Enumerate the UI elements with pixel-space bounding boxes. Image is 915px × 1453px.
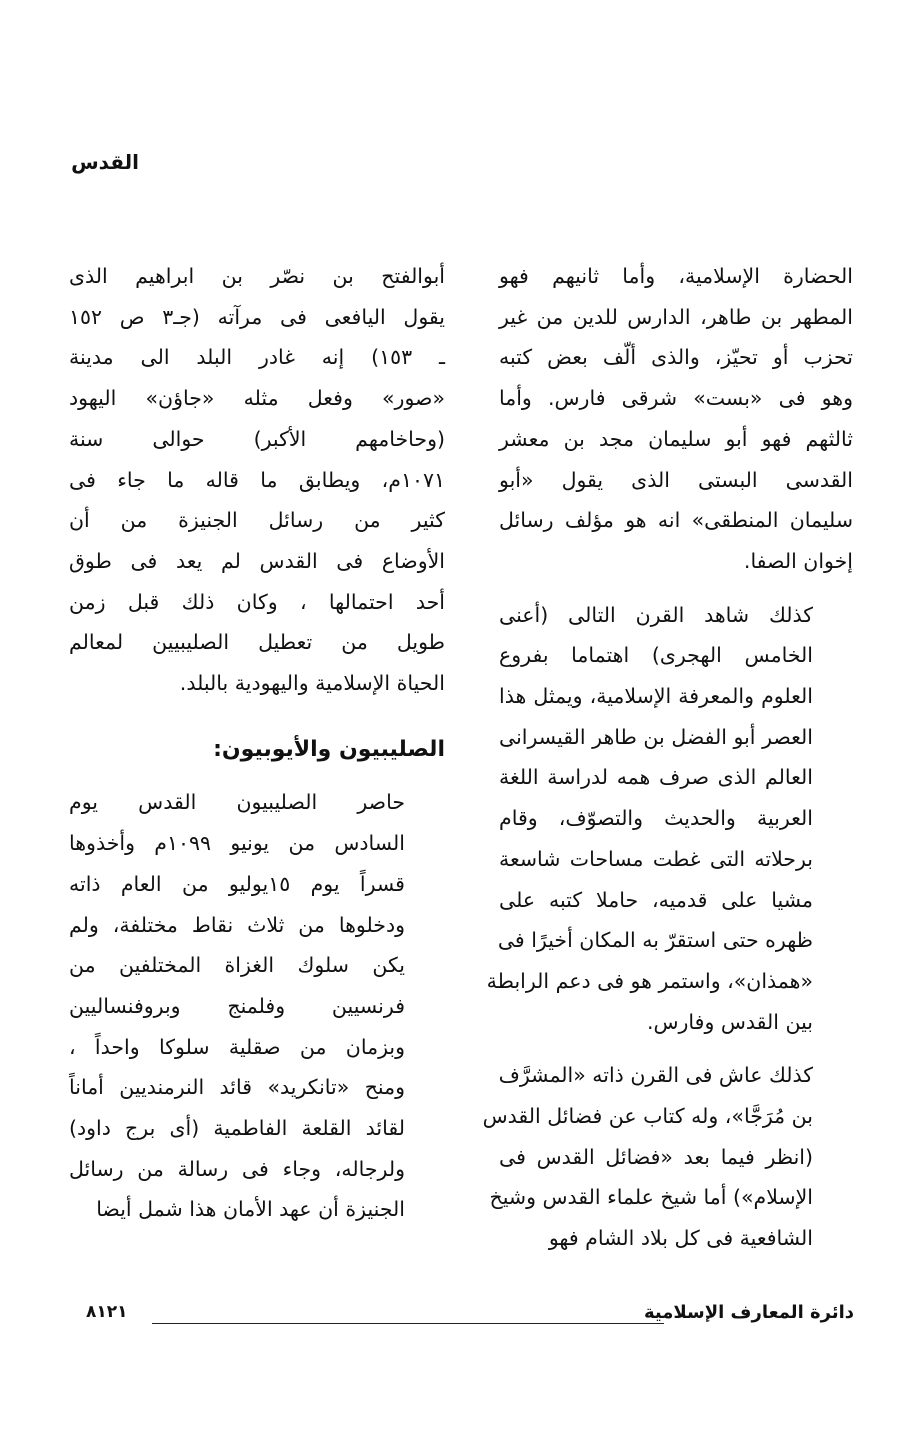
- text-line: بين القدس وفارس.: [646, 1009, 813, 1034]
- text-line: الحياة الإسلامية واليهودية بالبلد.: [179, 671, 445, 696]
- text-line: الشافعية فى كل بلاد الشام فهو: [548, 1226, 813, 1251]
- text-line: العصر أبو الفضل بن طاهر القيسرانى: [499, 724, 813, 749]
- footer-rule: [152, 1323, 664, 1324]
- text-line: كذلك عاش فى القرن ذاته «المشرَّف: [498, 1063, 813, 1088]
- text-line: الأوضاع فى القدس لم يعد فى طوق: [69, 548, 445, 573]
- text-line: المطهر بن طاهر، الدارس للدين من غير: [499, 304, 853, 329]
- paragraph: [482, 1055, 853, 1259]
- text-line: كذلك شاهد القرن التالى (أعنى: [499, 602, 813, 627]
- text-line: يقول اليافعى فى مرآته (جـ٣ ص ١٥٢: [69, 304, 445, 329]
- text-line: (انظر فيما بعد «فضائل القدس فى: [499, 1144, 813, 1169]
- text-line: أبوالفتح بن نصّر بن ابراهيم الذى: [69, 264, 445, 288]
- text-line: ثالثهم فهو أبو سليمان مجد بن معشر: [499, 426, 853, 451]
- text-line: العالم الذى صرف همه لدراسة اللغة: [499, 765, 813, 790]
- right-column: [482, 256, 853, 1259]
- running-title: القدس: [71, 150, 139, 174]
- text-line: فرنسيين وفلمنج وبروفنساليين: [69, 993, 405, 1018]
- text-line: إخوان الصفا.: [743, 548, 853, 573]
- page-footer: [86, 1302, 854, 1336]
- text-line: ودخلوها من ثلاث نقاط مختلفة، ولم: [69, 912, 405, 937]
- paragraph: [69, 256, 445, 704]
- text-line: العربية والحديث والتصوّف، وقام: [499, 806, 813, 831]
- text-line: الجنيزة أن عهد الأمان هذا شمل أيضا: [96, 1197, 405, 1222]
- paragraph: [486, 595, 853, 1043]
- text-line: الحضارة الإسلامية، وأما ثانيهم فهو: [499, 264, 853, 288]
- text-line: الإسلام») أما شيخ علماء القدس وشيخ: [489, 1185, 813, 1210]
- left-column: [69, 256, 445, 1230]
- footer-title: دائرة المعارف الإسلامية: [643, 1302, 854, 1323]
- text-line: ومنح «تانكريد» قائد النرمنديين أماناً: [69, 1075, 405, 1100]
- text-line: العلوم والمعرفة الإسلامية، ويمثل هذا: [499, 684, 813, 709]
- text-line: بن مُرَجَّا»، وله كتاب عن فضائل القدس: [482, 1104, 813, 1129]
- text-line: «صور» وفعل مثله «جاؤن» اليهود: [69, 386, 445, 411]
- text-line: الخامس الهجرى) اهتماما بفروع: [499, 643, 813, 668]
- text-line: السادس من يونيو ١٠٩٩م وأخذوها: [69, 831, 405, 856]
- text-line: وهو فى «بست» شرقى فارس. وأما: [499, 386, 853, 411]
- text-line: طويل من تعطيل الصليبيين لمعالم: [69, 630, 445, 655]
- paragraph: [499, 256, 853, 582]
- section-heading: الصليبيون والأيوبيون:: [213, 736, 445, 762]
- text-line: وبزمان من صقلية سلوكا واحداً ،: [69, 1034, 405, 1059]
- text-line: برحلاته التى غطت مساحات شاسعة: [499, 846, 813, 871]
- page-number: ٨١٢١: [86, 1302, 128, 1322]
- paragraph: [69, 782, 445, 1230]
- text-line: ـ ١٥٣) إنه غادر البلد الى مدينة: [69, 345, 446, 370]
- text-line: أحد احتمالها ، وكان ذلك قبل زمن: [69, 589, 445, 614]
- text-line: (وحاخامهم الأكبر) حوالى سنة: [69, 426, 445, 451]
- text-line: مشيا على قدميه، حاملا كتبه على: [499, 887, 813, 912]
- text-line: سليمان المنطقى» انه هو مؤلف رسائل: [499, 508, 853, 533]
- text-line: يكن سلوك الغزاة المختلفين من: [69, 953, 405, 978]
- text-line: القدسى البستى الذى يقول «أبو: [499, 467, 853, 492]
- text-line: كثير من رسائل الجنيزة من أن: [69, 508, 445, 533]
- text-line: لقائد القلعة الفاطمية (أى برج داود): [69, 1116, 405, 1141]
- text-line: ظهره حتى استقرّ به المكان أخيرًا فى: [497, 928, 813, 953]
- text-line: تحزب أو تحيّز، والذى ألّف بعض كتبه: [499, 345, 853, 370]
- text-line: ١٠٧١م، ويطابق ما قاله ما جاء فى: [69, 467, 445, 492]
- text-line: «همذان»، واستمر هو فى دعم الرابطة: [486, 968, 813, 993]
- text-line: ولرجاله، وجاء فى رسالة من رسائل: [69, 1156, 405, 1181]
- text-line: حاصر الصليبيون القدس يوم: [69, 790, 405, 815]
- text-line: قسراً يوم ١٥يوليو من العام ذاته: [69, 871, 405, 896]
